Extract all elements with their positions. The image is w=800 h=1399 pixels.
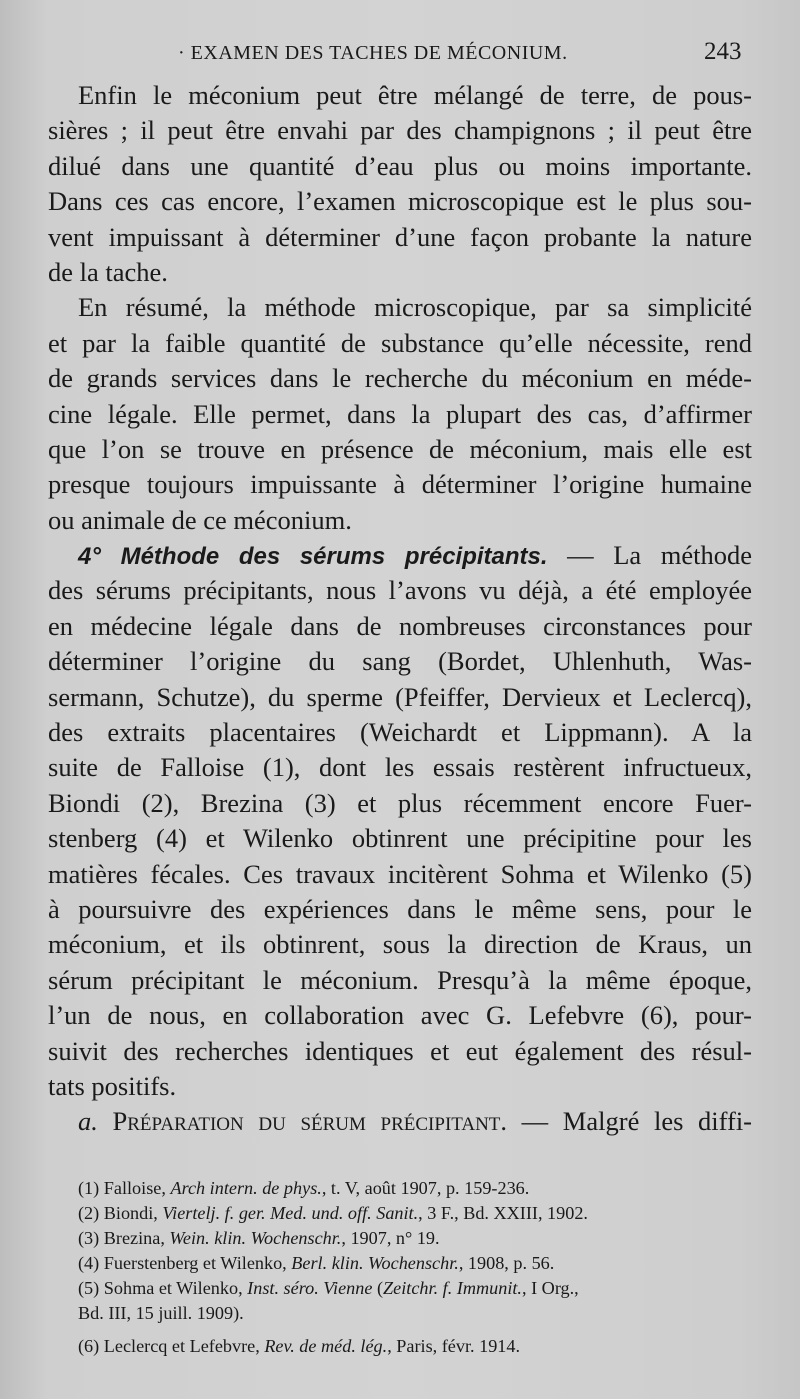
footnote-number: (2) — [78, 1203, 100, 1223]
text-line: dilué dans une quantité d’eau plus ou moins importante. — [48, 150, 752, 181]
footnote-number: (4) — [78, 1253, 100, 1273]
text-line: méconium, et ils obtinrent, sous la direction de Kraus, un — [48, 929, 752, 960]
text-line: que l’on se trouve en présence de méconium, mais elle est — [48, 433, 752, 464]
text-line: Dans ces cas encore, l’examen microscopique est le plus sou- — [48, 186, 752, 217]
text-line: des extraits placentaires (Weichardt et Lippmann). A la — [48, 717, 752, 748]
footnote-number: (1) — [78, 1178, 100, 1198]
footnote — [78, 1201, 754, 1226]
footnote-journal: Inst. séro. Vienne — [247, 1278, 373, 1298]
footnote-author: Falloise, — [99, 1178, 171, 1198]
text-run: — Malgré les diffi- — [507, 1106, 753, 1137]
text-line: sières ; il peut être envahi par des champignons ; il peut être — [48, 115, 752, 146]
page-number: 243 — [704, 38, 742, 65]
footnote-number: (5) — [78, 1278, 100, 1298]
footnote — [78, 1251, 754, 1276]
footnote-author: Leclercq et Lefebvre, — [99, 1336, 265, 1356]
text-run: — La méthode — [547, 540, 752, 571]
text-line: En résumé, la méthode microscopique, par sa simplicité — [78, 292, 752, 323]
footnote — [78, 1334, 754, 1359]
footnote — [78, 1226, 754, 1251]
footnote-details: , 3 F., Bd. XXIII, 1902. — [418, 1203, 588, 1223]
subsection-heading: Préparation du sérum précipitant. — [112, 1106, 508, 1137]
footnote-journal: Wein. klin. Wochenschr. — [169, 1228, 342, 1248]
footnotes — [78, 1176, 754, 1359]
text-line: tats positifs. — [48, 1070, 177, 1101]
text-line: Enfin le méconium peut être mélangé de terre, de pous- — [78, 80, 752, 110]
text-line: à poursuivre des expériences dans le même sens, pour le — [48, 893, 752, 924]
text-line: de la tache. — [48, 256, 168, 287]
footnote-details: , 1907, n° 19. — [341, 1228, 440, 1248]
footnote-journal: Rev. de méd. lég. — [264, 1336, 388, 1356]
text-line: stenberg (4) et Wilenko obtinrent une précipitine pour les — [48, 823, 752, 854]
text-line: l’un de nous, en collaboration avec G. Lefebvre (6), pour- — [48, 1000, 752, 1031]
text-line: et par la faible quantité de substance qu’elle nécessite, rend — [48, 327, 752, 358]
section-heading-line — [48, 538, 752, 573]
text-line: ou animale de ce méconium. — [48, 504, 352, 535]
footnote-number: (6) — [78, 1336, 100, 1356]
footnote-journal: Berl. klin. Wochenschr. — [291, 1253, 459, 1273]
footnote-details: , 1908, p. 56. — [458, 1253, 555, 1273]
subsection-letter: a. — [78, 1106, 113, 1137]
footnote-details: ( — [372, 1278, 384, 1298]
footnote-continuation: Bd. III, 15 juill. 1909). — [78, 1303, 244, 1323]
footnote — [78, 1176, 754, 1201]
subsection-heading-line — [48, 1104, 752, 1139]
footnote-journal: Arch intern. de phys. — [170, 1178, 322, 1198]
text-line: en médecine légale dans de nombreuses circonstances pour — [48, 610, 752, 641]
text-line: des sérums précipitants, nous l’avons vu déjà, a été employée — [48, 575, 752, 606]
footnote — [78, 1276, 754, 1301]
text-line: cine légale. Elle permet, dans la plupart des cas, d’affirmer — [48, 398, 752, 429]
page-header — [0, 38, 800, 74]
section-heading: 4° Méthode des sérums précipitants. — [78, 543, 548, 571]
text-line: presque toujours impuissante à déterminer l’origine humaine — [48, 469, 752, 500]
text-line: déterminer l’origine du sang (Bordet, Uhlenhuth, Was- — [48, 646, 752, 677]
text-line: de grands services dans le recherche du méconium en méde- — [48, 363, 752, 394]
body-text — [48, 78, 752, 1140]
text-line: suite de Falloise (1), dont les essais restèrent infructueux, — [48, 752, 752, 783]
footnote-details: , Paris, févr. 1914. — [387, 1336, 521, 1356]
footnote-author: Sohma et Wilenko, — [99, 1278, 248, 1298]
footnote-details: , I Org., — [521, 1278, 579, 1298]
text-line: sérum précipitant le méconium. Presqu’à la même époque, — [48, 964, 752, 995]
text-line: vent impuissant à déterminer d’une façon probante la nature — [48, 221, 752, 252]
footnote-author: Fuerstenberg et Wilenko, — [99, 1253, 292, 1273]
footnote-author: Brezina, — [99, 1228, 170, 1248]
footnote-details: , t. V, août 1907, p. 159-236. — [321, 1178, 530, 1198]
text-line: suivit des recherches identiques et eut également des résul- — [48, 1035, 752, 1066]
text-line: sermann, Schutze), du sperme (Pfeiffer, Dervieux et Leclercq), — [48, 681, 752, 712]
running-title: · EXAMEN DES TACHES DE MÉCONIUM. — [178, 42, 568, 64]
footnote-number: (3) — [78, 1228, 100, 1248]
text-line: Biondi (2), Brezina (3) et plus récemment encore Fuer- — [48, 787, 752, 818]
text-line: matières fécales. Ces travaux incitèrent Sohma et Wilenko (5) — [48, 858, 752, 889]
footnote-author: Biondi, — [99, 1203, 163, 1223]
footnote-journal: Viertelj. f. ger. Med. und. off. Sanit. — [162, 1203, 419, 1223]
footnote-journal: Zeitchr. f. Immunit. — [383, 1278, 522, 1298]
